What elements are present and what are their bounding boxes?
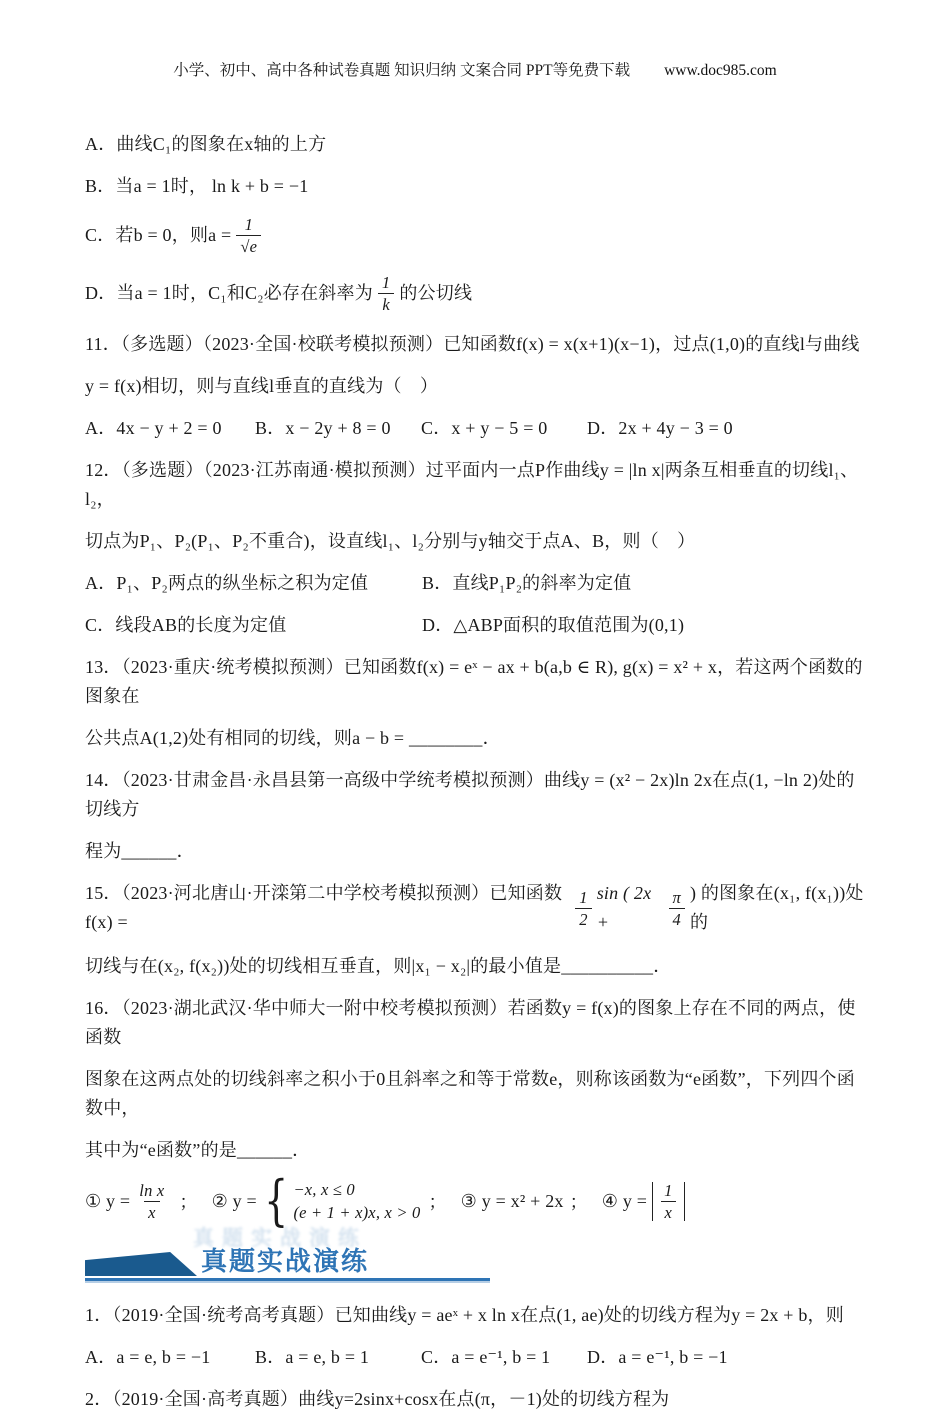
question-16-line3: 其中为“e函数”的是______． [85,1140,311,1160]
q12-option-b: B．直线P₁P₂的斜率为定值 [422,573,632,593]
q10-option-d-text-after: 的公切线 [399,283,473,303]
r1-option-c: C．a = e⁻¹, b = 1 [421,1347,551,1367]
fraction-denominator: 4 [669,908,685,930]
question-11-options [85,414,869,443]
separator: ； [569,1192,588,1212]
abs-bar-left [652,1182,653,1221]
real-question-1-line1: 1．（2019·全国·统考高考真题）已知曲线y = aeˣ + x ln x在点(1, ae)处的切线方程为y = 2x + b，则 [85,1305,844,1325]
fraction-denominator: √e [236,235,261,257]
formula-4-label: ④ y = [601,1190,648,1211]
piecewise-rows [293,1178,420,1224]
site-header-text: 小学、初中、高中各种试卷真题 知识归纳 文案合同 PPT等免费下载 [173,62,631,79]
site-header-url-link[interactable]: www.doc985.com [664,62,777,79]
fraction-numerator: 1 [244,215,254,234]
question-13-line1: 13．（2023·重庆·统考模拟预测）已知函数f(x) = eˣ − ax + b(a,b ∈ R), g(x) = x² + x，若这两个函数的图象在 [85,657,863,706]
fraction-numerator: π [672,887,681,907]
question-16-formula-list [85,1169,869,1233]
q10-option-c-text: C．若b = 0，则a = [85,225,232,245]
question-14-line1: 14．（2023·甘肃金昌·永昌县第一高级中学统考模拟预测）曲线y = (x² − 2x)ln 2x在点(1, −ln 2)处的切线方 [85,770,855,819]
left-brace: { [264,1169,289,1233]
piecewise-cases [259,1169,421,1233]
real-question-2-line1: 2．（2019·全国·高考真题）曲线y=2sinx+cosx在点(π，－1)处的切线方程为 [85,1389,670,1409]
piecewise-case-2: (e + 1 + x)x, x > 0 [293,1203,421,1222]
q12-option-a: A．P₁、P₂两点的纵坐标之积为定值 [85,573,369,593]
q10-option-d-text: D．当a = 1时，C₁和C₂必存在斜率为 [85,283,373,303]
separator: ； [179,1192,198,1212]
question-11-line1: 11．（多选题）（2023·全国·校联考模拟预测）已知函数f(x) = x(x+1)(x−1)，过点(1,0)的直线l与曲线 [85,334,860,354]
fraction-denominator: k [378,293,394,315]
fraction-1-over-sqrt-e [236,214,261,257]
fraction-numerator: 1 [381,273,391,292]
q11-option-d: D．2x + 4y − 3 = 0 [587,418,733,438]
section-header-ghost-text: 真题实战演练 [193,1227,367,1250]
section-title: 真题实战演练 [201,1246,370,1276]
question-12-options-row1 [85,569,869,598]
q12-option-d: D．△ABP面积的取值范围为(0,1) [422,615,685,635]
q10-option-c [85,214,869,257]
fraction-denominator: x [144,1201,160,1223]
question-12-line1: 12．（多选题）（2023·江苏南通·模拟预测）过平面内一点P作曲线y = |ln x|两条互相垂直的切线l₁、l₂， [85,460,859,509]
question-15-line1 [85,879,869,937]
q10-option-a: A．曲线C₁的图象在x轴的上方 [85,134,327,154]
separator: ； [428,1192,447,1212]
fraction-1-over-x [660,1180,676,1223]
fraction-denominator: 2 [575,908,591,930]
absolute-value-1-over-x [650,1180,686,1223]
section-header-bar [85,1246,490,1281]
fraction-pi-over-4 [669,887,685,930]
real-question-1-options [85,1343,869,1372]
q15-text-pre: 15．（2023·河北唐山·开滦第二中学校考模拟预测）已知函数f(x) = [85,883,563,932]
piecewise-case-1: −x, x ≤ 0 [293,1180,355,1199]
question-12-options-row2 [85,611,869,640]
r1-option-d: D．a = e⁻¹, b = −1 [587,1347,728,1367]
abs-bar-right [684,1182,685,1221]
formula-1-label: ① y = [85,1190,131,1211]
q15-text-mid2: ) 的图象在(x₁, f(x₁))处的 [690,883,864,932]
q12-option-c: C．线段AB的长度为定值 [85,615,287,635]
q10-option-b: B．当a = 1时， ln k + b = −1 [85,176,309,196]
question-11-line2: y = f(x)相切，则与直线l垂直的直线为（ ） [85,376,439,396]
question-16-line1: 16．（2023·湖北武汉·华中师大一附中校考模拟预测）若函数y = f(x)的图象上存在不同的两点，使函数 [85,998,856,1047]
fraction-numerator: 1 [579,887,588,907]
question-12-line2: 切点为P₁、P₂(P₁、P₂不重合)，设直线l₁、l₂分别与y轴交于点A、B，则（ ） [85,531,696,551]
fraction-1-over-k [378,272,394,315]
question-16-line2: 图象在这两点处的切线斜率之积小于0且斜率之和等于常数e，则称该函数为“e函数”，下列四个函数中， [85,1069,855,1118]
formula-3: ③ y = x² + 2x [460,1190,564,1211]
q11-option-a: A．4x − y + 2 = 0 [85,418,222,438]
section-flag-icon [85,1252,197,1276]
site-header [0,58,950,80]
fraction-lnx-over-x [135,1180,168,1223]
fraction-1-over-2 [575,887,591,930]
question-14-line2: 程为______． [85,841,195,861]
fraction-numerator: ln x [139,1180,165,1200]
q11-option-b: B．x − 2y + 8 = 0 [255,418,391,438]
question-13-line2: 公共点A(1,2)处有相同的切线，则a − b = ________． [85,728,501,748]
q11-option-c: C．x + y − 5 = 0 [421,418,548,438]
fraction-numerator: 1 [664,1180,673,1200]
q10-option-d [85,272,869,315]
r1-option-a: A．a = e, b = −1 [85,1347,211,1367]
section-header [85,1227,490,1281]
r1-option-b: B．a = e, b = 1 [255,1347,370,1367]
q15-text-mid1: sin ( 2x + [596,883,652,932]
question-15-line2: 切线与在(x₂, f(x₂))处的切线相互垂直，则|x₁ − x₂|的最小值是__________． [85,956,672,976]
document-body [85,130,869,1427]
formula-2-label: ② y = [211,1190,257,1211]
fraction-denominator: x [661,1201,677,1223]
